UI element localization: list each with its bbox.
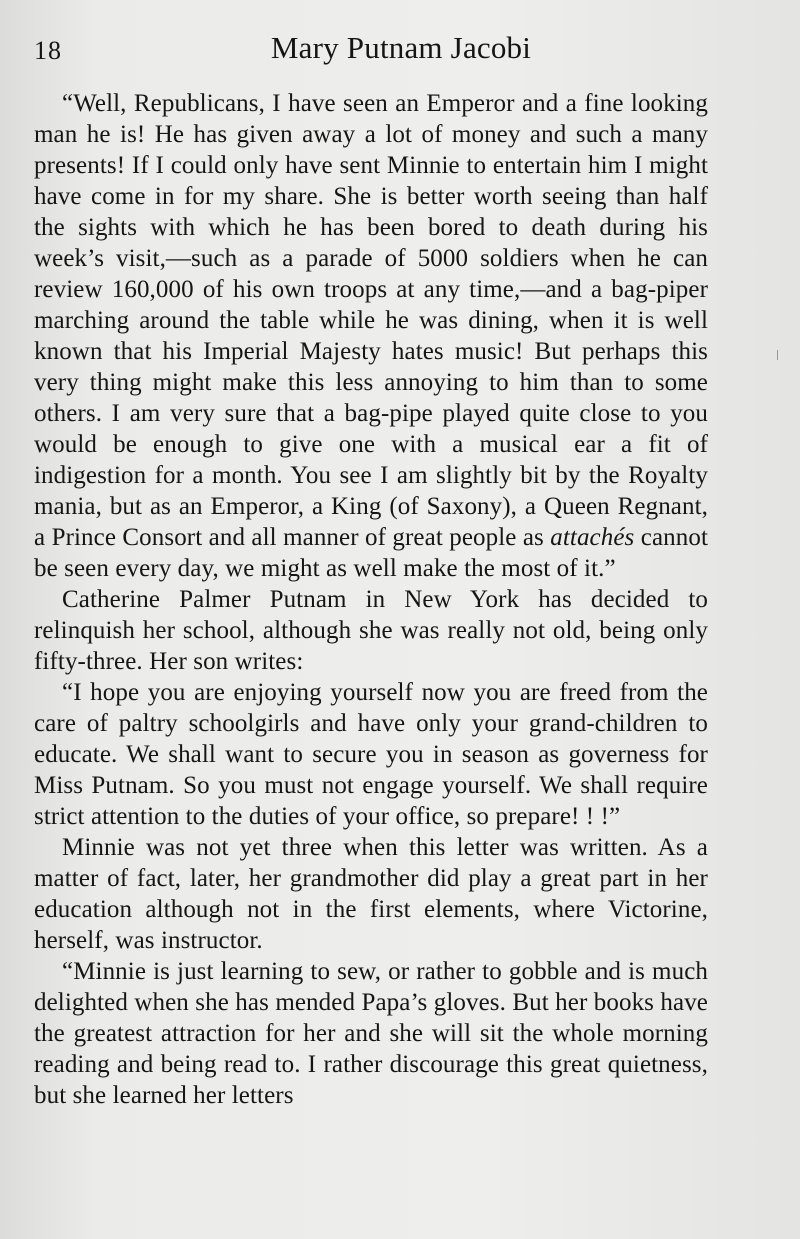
- page-number: 18: [34, 36, 62, 65]
- paragraph: [34, 832, 708, 956]
- margin-mark: [777, 350, 778, 360]
- running-title: Mary Putnam Jacobi: [270, 30, 532, 65]
- paragraph-text: cannot be seen every day, we might as well make the most of it.”: [34, 524, 709, 582]
- paragraph-text: Catherine Palmer Putnam in New York has decided to relinquish her school, although she was really not old, being only fifty-three. Her son writes:: [34, 586, 708, 675]
- paragraph: [34, 584, 708, 677]
- paragraph: [34, 88, 708, 584]
- paragraph: [34, 956, 708, 1111]
- paragraph-text: “I hope you are enjoying yourself now you are freed from the care of paltry schoolgirls and have only your grand-children to educate. We shall want to secure you in season as governess for Miss Putnam. So you must not engage yourself. We shall require strict attention to the duties of your office, so prepare! ! !”: [34, 679, 708, 830]
- page-header: [34, 26, 708, 76]
- paragraph-text: “Minnie is just learning to sew, or rather to gobble and is much delighted when she has mended Papa’s gloves. But her books have the greatest attraction for her and she will sit the whole morning reading and being read to. I rather discourage this great quietness, but she learned her letters: [34, 958, 708, 1109]
- paragraph-text: Minnie was not yet three when this letter was written. As a matter of fact, later, her grandmother did play a great part in her education although not in the first elements, where Victorine, herself, was instructor.: [34, 834, 708, 954]
- paragraph-text: “Well, Republicans, I have seen an Emperor and a fine looking man he is! He has given away a lot of money and such a many presents! If I could only have sent Minnie to entertain him I might have come in for my share. She is better worth seeing than half the sights with which he has been bored to death during his week’s visit,—such as a parade of 5000 soldiers when he can review 160,000 of his own troops at any time,—and a bag-piper marching around the table while he was dining, when it is well known that his Imperial Majesty hates music! But perhaps this very thing might make this less annoying to him than to some others. I am very sure that a bag-pipe played quite close to you would be enough to give one with a musical ear a fit of indigestion for a month. You see I am slightly bit by the Royalty mania, but as an Emperor, a King (of Saxony), a Queen Regnant, a Prince Consort and all manner of great people as: [34, 90, 708, 551]
- paragraph: [34, 677, 708, 832]
- body-text: [34, 88, 708, 1111]
- italic-word: attachés: [550, 524, 635, 551]
